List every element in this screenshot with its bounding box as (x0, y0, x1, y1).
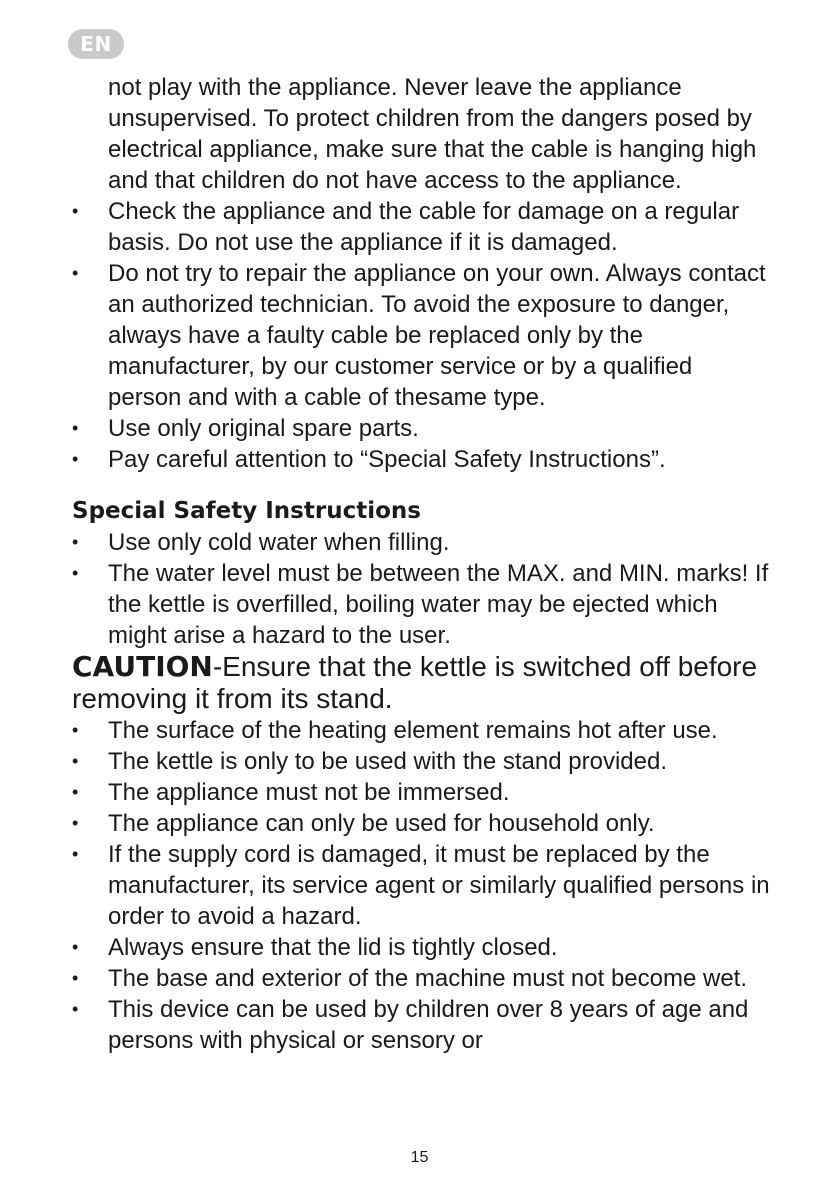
list-item: • The base and exterior of the machine must not become wet. (72, 963, 772, 994)
caution-text: -Ensure that the kettle is switched off before removing it from its stand. (72, 651, 758, 714)
page-number: 15 (410, 1149, 429, 1166)
caution-label: CAUTION (72, 650, 213, 683)
list-item: • Use only original spare parts. (72, 413, 772, 444)
additional-safety-list (72, 715, 772, 1056)
special-safety-list (72, 527, 772, 651)
language-badge: EN (68, 29, 124, 59)
caution-notice (72, 651, 772, 715)
list-item: • Always ensure that the lid is tightly closed. (72, 932, 772, 963)
manual-content (72, 72, 772, 1056)
list-item: • Use only cold water when filling. (72, 527, 772, 558)
list-item: • Check the appliance and the cable for damage on a regular basis. Do not use the appliance if it is damaged. (72, 196, 772, 258)
list-item: • This device can be used by children over 8 years of age and persons with physical or sensory or (72, 994, 772, 1056)
list-item: • Pay careful attention to “Special Safety Instructions”. (72, 444, 772, 475)
list-item: • The kettle is only to be used with the stand provided. (72, 746, 772, 777)
list-item: • The appliance can only be used for household only. (72, 808, 772, 839)
list-item: • Do not try to repair the appliance on your own. Always contact an authorized technician. To avoid the exposure to danger, always have a faulty cable be replaced only by the manufacturer, by our customer service or by a qualified person and with a cable of thesame type. (72, 258, 772, 413)
continuation-paragraph: not play with the appliance. Never leave the appliance unsupervised. To protect children from the dangers posed by electrical appliance, make sure that the cable is hanging high and that children do not have access to the appliance. (108, 74, 757, 194)
list-item: • The appliance must not be immersed. (72, 777, 772, 808)
section-title: Special Safety Instructions (72, 498, 421, 524)
list-item: • The water level must be between the MAX. and MIN. marks! If the kettle is overfilled, boiling water may be ejected which might arise a hazard to the user. (72, 558, 772, 651)
list-item: • The surface of the heating element remains hot after use. (72, 715, 772, 746)
list-item: • If the supply cord is damaged, it must be replaced by the manufacturer, its service agent or similarly qualified persons in order to avoid a hazard. (72, 839, 772, 932)
general-safety-list (72, 196, 772, 475)
